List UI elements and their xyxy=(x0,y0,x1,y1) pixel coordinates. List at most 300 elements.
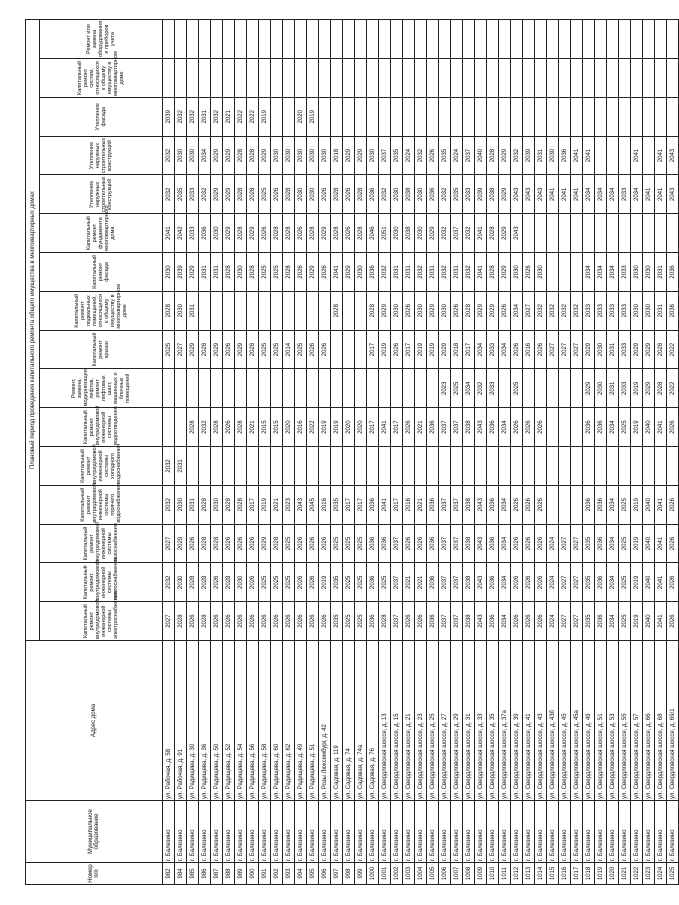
row-year-cell: 2025 xyxy=(259,175,271,214)
row-year-cell xyxy=(571,97,583,136)
row-year-cell xyxy=(391,369,403,408)
row-address: ул. Свердловская шоссе, д. 43 xyxy=(535,641,547,801)
row-address: ул. Свердловская шоссе, д. 35 xyxy=(487,641,499,801)
row-year-cell: 2026 xyxy=(295,253,307,292)
header-work-1: Капитальный ремонт внутридомовой инженерной системы теплоснабжения xyxy=(40,563,163,602)
row-year-cell: 2033 xyxy=(487,330,499,369)
row-year-cell xyxy=(451,447,463,486)
row-year-cell: 2034 xyxy=(499,602,511,641)
row-year-cell: 2019 xyxy=(631,485,643,524)
row-year-cell xyxy=(607,59,619,98)
row-year-cell: 2029 xyxy=(187,253,199,292)
row-year-cell: 2024 xyxy=(547,602,559,641)
row-year-cell: 2028 xyxy=(223,563,235,602)
row-year-cell: 2034 xyxy=(583,253,595,292)
row-year-cell: 2017 xyxy=(367,330,379,369)
row-year-cell: 2026 xyxy=(319,253,331,292)
row-year-cell xyxy=(391,447,403,486)
row-year-cell: 2027 xyxy=(523,291,535,330)
row-number: 1011 xyxy=(499,863,511,885)
table-row xyxy=(247,20,259,885)
row-year-cell xyxy=(559,20,571,59)
row-year-cell: 2029 xyxy=(355,136,367,175)
row-year-cell: 2026 xyxy=(247,602,259,641)
row-year-cell xyxy=(403,59,415,98)
row-municipality: г. Балезино xyxy=(619,801,631,863)
table-row xyxy=(187,20,199,885)
row-year-cell: 2028 xyxy=(487,214,499,253)
row-number: 1007 xyxy=(451,863,463,885)
row-year-cell xyxy=(619,136,631,175)
row-number: 991 xyxy=(259,863,271,885)
row-year-cell xyxy=(247,447,259,486)
row-municipality: г. Балезино xyxy=(595,801,607,863)
row-year-cell xyxy=(307,20,319,59)
row-number: 1002 xyxy=(391,863,403,885)
row-year-cell: 2043 xyxy=(511,214,523,253)
table-row xyxy=(619,20,631,885)
row-year-cell xyxy=(331,330,343,369)
row-year-cell: 2038 xyxy=(403,214,415,253)
row-year-cell: 2041 xyxy=(631,136,643,175)
row-year-cell: 2025 xyxy=(355,563,367,602)
row-year-cell: 2026 xyxy=(511,485,523,524)
row-year-cell: 2028 xyxy=(283,214,295,253)
row-year-cell: 2025 xyxy=(259,330,271,369)
row-year-cell xyxy=(235,20,247,59)
row-year-cell xyxy=(583,20,595,59)
row-year-cell xyxy=(391,97,403,136)
row-year-cell xyxy=(451,97,463,136)
row-number: 1009 xyxy=(475,863,487,885)
row-year-cell: 2029 xyxy=(187,330,199,369)
row-year-cell: 2019 xyxy=(259,97,271,136)
row-year-cell: 2030 xyxy=(271,136,283,175)
row-year-cell xyxy=(619,447,631,486)
row-year-cell xyxy=(475,97,487,136)
row-year-cell: 2033 xyxy=(463,175,475,214)
row-year-cell: 2032 xyxy=(163,485,175,524)
row-year-cell xyxy=(439,59,451,98)
row-year-cell xyxy=(211,447,223,486)
row-year-cell: 2031 xyxy=(607,369,619,408)
row-year-cell: 2051 xyxy=(379,214,391,253)
row-year-cell xyxy=(559,485,571,524)
row-year-cell: 2039 xyxy=(523,136,535,175)
row-year-cell: 2030 xyxy=(535,253,547,292)
row-year-cell: 2022 xyxy=(307,408,319,447)
row-year-cell: 2027 xyxy=(571,330,583,369)
table-row xyxy=(175,20,187,885)
row-year-cell xyxy=(355,330,367,369)
row-year-cell: 2034 xyxy=(607,524,619,563)
row-year-cell: 2030 xyxy=(391,175,403,214)
row-number: 1018 xyxy=(583,863,595,885)
row-year-cell: 2019 xyxy=(415,330,427,369)
row-number: 1020 xyxy=(607,863,619,885)
table-row xyxy=(583,20,595,885)
row-year-cell: 2032 xyxy=(439,214,451,253)
row-municipality: г. Балезино xyxy=(247,801,259,863)
row-year-cell: 2034 xyxy=(499,485,511,524)
row-year-cell: 2026 xyxy=(211,602,223,641)
row-year-cell xyxy=(211,59,223,98)
row-year-cell xyxy=(331,59,343,98)
row-year-cell xyxy=(355,20,367,59)
row-year-cell: 2030 xyxy=(235,563,247,602)
row-year-cell xyxy=(403,97,415,136)
row-year-cell: 2026 xyxy=(319,330,331,369)
row-year-cell xyxy=(319,447,331,486)
row-address: ул. Радищева, д. 30 xyxy=(187,641,199,801)
row-address: ул. Свердловская шоссе, д. 68 xyxy=(655,641,667,801)
header-work-12: Утепление наружных строительных конструкций xyxy=(40,136,163,175)
row-year-cell xyxy=(655,214,667,253)
row-year-cell: 2026 xyxy=(415,524,427,563)
row-year-cell xyxy=(307,447,319,486)
row-year-cell xyxy=(259,447,271,486)
row-year-cell: 2028 xyxy=(331,291,343,330)
table-row xyxy=(319,20,331,885)
row-year-cell xyxy=(247,20,259,59)
row-year-cell: 2021 xyxy=(247,408,259,447)
row-year-cell: 2028 xyxy=(283,175,295,214)
row-year-cell xyxy=(175,408,187,447)
row-year-cell: 2043 xyxy=(667,175,679,214)
row-address: ул. Свердловская шоссе, д. 37а xyxy=(499,641,511,801)
row-year-cell xyxy=(223,447,235,486)
table-row xyxy=(667,20,679,885)
row-year-cell xyxy=(583,97,595,136)
row-address: ул. Розы Люксембург, д. 42 xyxy=(319,641,331,801)
row-year-cell xyxy=(247,59,259,98)
row-municipality: г. Балезино xyxy=(367,801,379,863)
row-year-cell xyxy=(595,136,607,175)
row-year-cell: 2028 xyxy=(487,253,499,292)
row-year-cell: 2032 xyxy=(163,447,175,486)
row-year-cell: 2020 xyxy=(283,408,295,447)
row-year-cell: 2036 xyxy=(367,485,379,524)
row-year-cell: 2025 xyxy=(619,524,631,563)
row-year-cell: 2025 xyxy=(259,253,271,292)
row-year-cell xyxy=(631,447,643,486)
row-municipality: г. Балезино xyxy=(631,801,643,863)
header-num: Номер п/п xyxy=(26,863,163,885)
row-year-cell: 2026 xyxy=(295,563,307,602)
row-year-cell: 2023 xyxy=(439,369,451,408)
row-address: ул. Свердловская шоссе, д. 33 xyxy=(475,641,487,801)
row-year-cell: 2037 xyxy=(391,563,403,602)
row-year-cell: 2030 xyxy=(547,136,559,175)
row-year-cell xyxy=(535,59,547,98)
table-row xyxy=(475,20,487,885)
row-year-cell xyxy=(295,20,307,59)
row-municipality: г. Балезино xyxy=(379,801,391,863)
row-year-cell: 2029 xyxy=(319,214,331,253)
row-year-cell: 2041 xyxy=(475,253,487,292)
row-year-cell: 2036 xyxy=(427,408,439,447)
row-year-cell: 2026 xyxy=(523,524,535,563)
row-year-cell xyxy=(331,447,343,486)
row-year-cell xyxy=(451,20,463,59)
row-year-cell xyxy=(367,97,379,136)
table-row xyxy=(559,20,571,885)
row-address: ул. Свердловская шоссе, д. 45а xyxy=(571,641,583,801)
row-address: ул. Свердловская шоссе, д. 69/1 xyxy=(667,641,679,801)
row-year-cell: 2043 xyxy=(511,175,523,214)
row-year-cell: 2026 xyxy=(667,524,679,563)
row-municipality: г. Балезино xyxy=(427,801,439,863)
table-row xyxy=(427,20,439,885)
row-year-cell xyxy=(643,20,655,59)
row-year-cell: 2026 xyxy=(403,524,415,563)
row-year-cell: 2034 xyxy=(607,253,619,292)
row-year-cell xyxy=(583,59,595,98)
row-year-cell xyxy=(415,59,427,98)
row-address: ул. Садовая, д. 76 xyxy=(367,641,379,801)
row-year-cell: 2026 xyxy=(535,563,547,602)
row-year-cell: 2040 xyxy=(643,563,655,602)
row-address: ул. Радищева, д. 54 xyxy=(235,641,247,801)
row-municipality: г. Балезино xyxy=(307,801,319,863)
table-row xyxy=(523,20,535,885)
row-year-cell xyxy=(283,59,295,98)
row-year-cell: 2028 xyxy=(235,214,247,253)
row-year-cell xyxy=(379,20,391,59)
table-row xyxy=(295,20,307,885)
row-year-cell: 2030 xyxy=(283,136,295,175)
row-year-cell xyxy=(319,59,331,98)
row-year-cell xyxy=(415,20,427,59)
row-year-cell: 2026 xyxy=(391,330,403,369)
row-year-cell: 2029 xyxy=(259,524,271,563)
table-row xyxy=(451,20,463,885)
row-year-cell: 2036 xyxy=(367,563,379,602)
row-year-cell: 2026 xyxy=(319,524,331,563)
row-year-cell: 2032 xyxy=(379,253,391,292)
row-year-cell: 2026 xyxy=(523,563,535,602)
row-year-cell xyxy=(379,369,391,408)
row-year-cell: 2029 xyxy=(487,291,499,330)
row-year-cell: 2028 xyxy=(235,408,247,447)
row-year-cell xyxy=(523,97,535,136)
row-address: ул. Свердловская шоссе, д. 21 xyxy=(403,641,415,801)
row-year-cell xyxy=(271,447,283,486)
table-row xyxy=(595,20,607,885)
row-year-cell: 2036 xyxy=(595,485,607,524)
row-year-cell: 2017 xyxy=(343,485,355,524)
row-year-cell xyxy=(487,447,499,486)
row-municipality: г. Балезино xyxy=(223,801,235,863)
row-year-cell xyxy=(367,59,379,98)
row-year-cell: 2028 xyxy=(271,214,283,253)
header-work-14: Капитальный ремонт систем, относящихся к общему имуществу в многоквартирном доме xyxy=(40,59,163,98)
row-year-cell: 2041 xyxy=(655,408,667,447)
row-year-cell xyxy=(259,20,271,59)
row-number: 985 xyxy=(187,863,199,885)
row-year-cell xyxy=(643,214,655,253)
row-year-cell: 2020 xyxy=(295,97,307,136)
row-year-cell: 2043 xyxy=(475,485,487,524)
row-year-cell: 2026 xyxy=(187,602,199,641)
row-year-cell: 2017 xyxy=(463,330,475,369)
row-year-cell: 2041 xyxy=(583,136,595,175)
row-year-cell xyxy=(607,20,619,59)
row-year-cell: 2032 xyxy=(535,291,547,330)
row-year-cell: 2036 xyxy=(427,175,439,214)
row-address: ул. Радищева, д. 56 xyxy=(247,641,259,801)
row-municipality: г. Балезино xyxy=(475,801,487,863)
row-number: 1005 xyxy=(427,863,439,885)
row-year-cell xyxy=(187,20,199,59)
row-number: 1006 xyxy=(439,863,451,885)
row-year-cell xyxy=(535,447,547,486)
table-row xyxy=(547,20,559,885)
row-year-cell: 2036 xyxy=(367,175,379,214)
row-year-cell: 2019 xyxy=(631,408,643,447)
row-year-cell: 2030 xyxy=(211,214,223,253)
row-year-cell: 2030 xyxy=(415,291,427,330)
row-year-cell xyxy=(235,59,247,98)
row-year-cell: 2026 xyxy=(403,602,415,641)
row-municipality: г. Балезино xyxy=(235,801,247,863)
row-number: 1008 xyxy=(463,863,475,885)
row-year-cell: 2026 xyxy=(319,175,331,214)
row-year-cell: 2030 xyxy=(175,291,187,330)
row-year-cell: 2025 xyxy=(259,563,271,602)
row-municipality: г. Балезино xyxy=(319,801,331,863)
row-year-cell: 2036 xyxy=(487,524,499,563)
row-year-cell xyxy=(235,291,247,330)
row-year-cell: 2021 xyxy=(223,97,235,136)
row-year-cell: 2030 xyxy=(211,485,223,524)
row-year-cell: 2040 xyxy=(475,136,487,175)
row-year-cell: 2041 xyxy=(331,253,343,292)
row-year-cell xyxy=(571,369,583,408)
row-year-cell xyxy=(487,97,499,136)
row-year-cell: 2043 xyxy=(475,524,487,563)
row-year-cell xyxy=(319,20,331,59)
row-year-cell xyxy=(211,291,223,330)
row-municipality: г. Балезино xyxy=(571,801,583,863)
table-row xyxy=(211,20,223,885)
row-year-cell xyxy=(475,447,487,486)
row-year-cell: 2041 xyxy=(655,136,667,175)
row-year-cell: 2037 xyxy=(451,563,463,602)
row-year-cell: 2025 xyxy=(271,330,283,369)
row-municipality: г. Балезино xyxy=(439,801,451,863)
row-address: ул. Свердловская шоссе, д. 27 xyxy=(439,641,451,801)
row-year-cell: 2034 xyxy=(607,408,619,447)
row-year-cell: 2017 xyxy=(367,408,379,447)
row-municipality: г. Балезино xyxy=(451,801,463,863)
row-address: ул. Свердловская шоссе, д. 57 xyxy=(631,641,643,801)
header-work-9: Капитальный ремонт фасада xyxy=(40,253,163,292)
row-number: 988 xyxy=(223,863,235,885)
row-year-cell: 2031 xyxy=(607,330,619,369)
row-year-cell: 2028 xyxy=(247,175,259,214)
row-year-cell: 2018 xyxy=(331,136,343,175)
row-year-cell xyxy=(619,214,631,253)
row-year-cell xyxy=(283,447,295,486)
row-year-cell: 2032 xyxy=(439,253,451,292)
row-year-cell xyxy=(655,20,667,59)
row-year-cell xyxy=(667,59,679,98)
row-year-cell: 2032 xyxy=(415,253,427,292)
row-year-cell xyxy=(499,369,511,408)
row-year-cell xyxy=(535,97,547,136)
row-address: ул. Свердловская шоссе, д. 31 xyxy=(463,641,475,801)
row-year-cell: 2029 xyxy=(499,175,511,214)
row-year-cell xyxy=(427,97,439,136)
row-year-cell: 2041 xyxy=(655,175,667,214)
table-row xyxy=(631,20,643,885)
row-year-cell xyxy=(175,369,187,408)
row-year-cell: 2028 xyxy=(235,485,247,524)
row-year-cell: 2026 xyxy=(295,602,307,641)
row-year-cell: 2034 xyxy=(499,563,511,602)
row-year-cell: 2028 xyxy=(463,291,475,330)
row-year-cell xyxy=(523,59,535,98)
row-year-cell xyxy=(391,59,403,98)
table-row xyxy=(355,20,367,885)
row-year-cell: 2029 xyxy=(175,524,187,563)
row-year-cell: 2027 xyxy=(163,602,175,641)
row-year-cell xyxy=(439,20,451,59)
header-work-10: Капитальный ремонт фундамента многоквартирного дома xyxy=(40,214,163,253)
row-municipality: г. Балезино xyxy=(415,801,427,863)
row-year-cell: 2037 xyxy=(379,136,391,175)
row-year-cell xyxy=(511,447,523,486)
row-year-cell xyxy=(223,20,235,59)
row-year-cell xyxy=(307,59,319,98)
row-year-cell xyxy=(343,20,355,59)
row-year-cell xyxy=(199,447,211,486)
row-year-cell: 2037 xyxy=(463,136,475,175)
row-municipality: г. Балезино xyxy=(283,801,295,863)
row-year-cell: 2033 xyxy=(595,291,607,330)
row-year-cell: 2029 xyxy=(259,136,271,175)
row-year-cell: 2028 xyxy=(187,408,199,447)
row-year-cell: 2029 xyxy=(307,253,319,292)
row-year-cell xyxy=(547,253,559,292)
row-year-cell: 2017 xyxy=(391,408,403,447)
row-number: 998 xyxy=(343,863,355,885)
row-year-cell xyxy=(547,59,559,98)
row-year-cell: 2029 xyxy=(583,330,595,369)
row-year-cell: 2036 xyxy=(595,563,607,602)
row-year-cell: 2030 xyxy=(415,175,427,214)
row-year-cell: 2019 xyxy=(331,408,343,447)
row-year-cell: 2022 xyxy=(667,369,679,408)
row-year-cell: 2032 xyxy=(439,175,451,214)
row-year-cell: 2026 xyxy=(523,408,535,447)
row-year-cell: 2024 xyxy=(403,136,415,175)
row-year-cell: 2021 xyxy=(415,563,427,602)
row-year-cell xyxy=(223,59,235,98)
row-number: 1025 xyxy=(667,863,679,885)
row-year-cell xyxy=(559,59,571,98)
row-year-cell xyxy=(271,291,283,330)
row-year-cell: 2028 xyxy=(199,602,211,641)
row-number: 1014 xyxy=(535,863,547,885)
row-year-cell: 2027 xyxy=(559,602,571,641)
row-year-cell xyxy=(295,369,307,408)
row-year-cell: 2028 xyxy=(247,136,259,175)
header-work-5: Капитальный ремонт внутридомовой инженерной системы водоотведения xyxy=(40,408,163,447)
row-year-cell xyxy=(631,214,643,253)
row-year-cell: 2026 xyxy=(235,524,247,563)
